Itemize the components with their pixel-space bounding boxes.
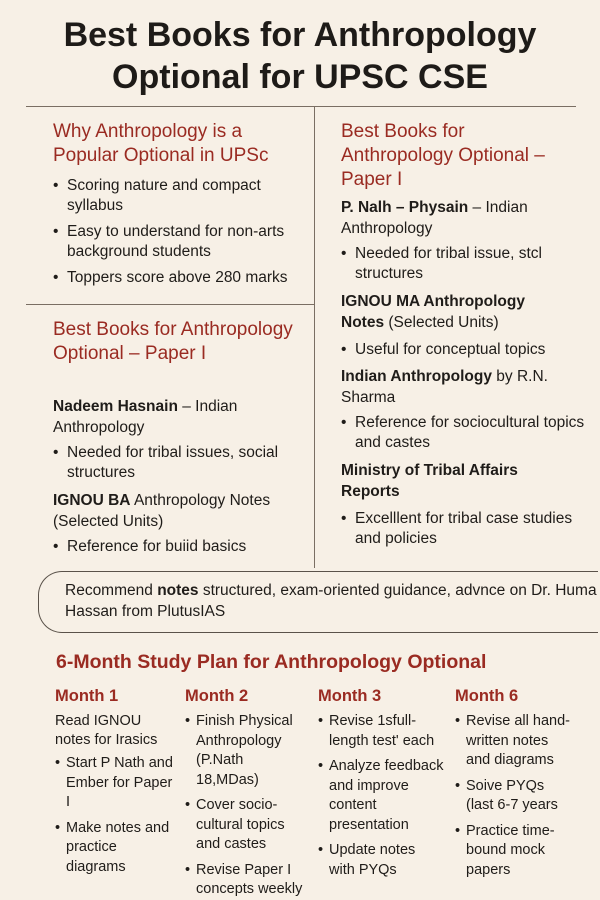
- book-title: Indian Anthropology: [341, 368, 492, 385]
- list-item: • Update notes with PYQs: [318, 841, 444, 880]
- list-item: • Reference for buiid basics: [53, 537, 303, 557]
- month-bullet-list: [185, 712, 309, 900]
- book-title: Nadeem Hasnain: [53, 398, 178, 415]
- book-p-nath: [341, 197, 571, 239]
- list-item: • Make notes and practice diagrams: [55, 819, 173, 878]
- month-bullet-list: [455, 712, 575, 880]
- book-ignou-ma: [341, 291, 571, 333]
- list-item: • Useful for conceptual topics: [341, 340, 581, 360]
- list-item: • Revise Paper I concepts weekly: [185, 861, 309, 900]
- book-subtitle: by R.N. Sharma: [341, 368, 548, 406]
- page-title-line-2: Optional for UPSC CSE: [112, 58, 488, 96]
- list-item: • Cover socio-cultural topics and castes: [185, 796, 309, 855]
- list-item: • Easy to understand for non-arts background students: [53, 222, 303, 262]
- month-bullet-list: [318, 712, 444, 880]
- list-item: • Practice time-bound mock papers: [455, 822, 575, 881]
- book-subtitle: – Indian Anthropology: [341, 199, 528, 237]
- list-item: • Start P Nath and Ember for Paper I: [55, 754, 173, 813]
- list-item: • Analyze feedback and improve content presentation: [318, 757, 444, 835]
- why-bullet-list: [53, 176, 303, 294]
- book-bullet-list: [53, 537, 303, 563]
- month-title: Month 2: [185, 687, 249, 705]
- list-item: • Toppers score above 280 marks: [53, 268, 303, 288]
- column-divider: [314, 106, 315, 568]
- book-indian-anthropology: [341, 366, 571, 408]
- book-bullet-list: [53, 443, 303, 489]
- month-3-column: [318, 686, 444, 886]
- list-item: • Revise all hand-written notes and diagrams: [455, 712, 575, 771]
- list-item: • Scoring nature and compact syllabus: [53, 176, 303, 216]
- page-title-line-1: Best Books for Anthropology: [63, 16, 537, 54]
- recommendation-bold: notes: [157, 582, 199, 599]
- book-bullet-list: [341, 244, 581, 290]
- book-subtitle: (Selected Units): [384, 314, 499, 331]
- list-item: • Soive PYQs (last 6-7 years: [455, 777, 575, 816]
- left-mid-divider: [26, 304, 314, 305]
- book-ignou-ba: [53, 490, 303, 532]
- book-subtitle: Anthropology Notes (Selected Units): [53, 492, 271, 530]
- book-tribal-affairs: [341, 460, 571, 502]
- list-item: • Revise 1sfull-length test' each: [318, 712, 444, 751]
- month-6-column: [455, 686, 575, 886]
- recommendation-text: Recommend: [65, 582, 158, 599]
- month-2-column: [185, 686, 309, 900]
- top-divider: [26, 106, 576, 107]
- month-bullet-list: [55, 754, 173, 877]
- month-title: Month 3: [318, 687, 382, 705]
- study-plan-heading: 6-Month Study Plan for Anthropology Optional: [56, 651, 487, 673]
- why-heading: Why Anthropology is a Popular Optional in UPSc: [53, 121, 269, 166]
- list-item: • Needed for tribal issues, social structures: [53, 443, 303, 483]
- book-bullet-list: [341, 413, 586, 459]
- month-intro: Read IGNOU notes for Irasics: [55, 713, 158, 748]
- book-bullet-list: [341, 340, 581, 366]
- book-title: IGNOU MA Anthropology Notes: [341, 293, 525, 331]
- list-item: • Reference for sociocultural topics and castes: [341, 413, 586, 453]
- list-item: • Excelllent for tribal case studies and policies: [341, 509, 591, 549]
- list-item: • Finish Physical Anthropology (P.Nath 18,MDas): [185, 712, 309, 790]
- month-1-column: [55, 686, 173, 883]
- book-title: P. Nalh – Physain: [341, 199, 469, 216]
- book-bullet-list: [341, 509, 591, 555]
- book-nadeem-hasnain: [53, 396, 293, 438]
- month-title: Month 6: [455, 687, 519, 705]
- month-title: Month 1: [55, 687, 119, 705]
- book-title: IGNOU BA: [53, 492, 131, 509]
- left-books-heading: Best Books for Anthropology Optional – Paper I: [53, 319, 293, 364]
- page-title: [0, 14, 600, 98]
- list-item: • Needed for tribal issue, stcl structures: [341, 244, 581, 284]
- book-subtitle: – Indian Anthropology: [53, 398, 238, 436]
- right-books-heading: Best Books for Anthropology Optional – Paper I: [341, 121, 545, 190]
- recommendation-box: [38, 571, 598, 633]
- book-title: Ministry of Tribal Affairs Reports: [341, 462, 518, 500]
- recommendation-text-rest: structured, exam-oriented guidance, advnce on Dr. Huma Hassan from PlutusIAS: [65, 582, 597, 620]
